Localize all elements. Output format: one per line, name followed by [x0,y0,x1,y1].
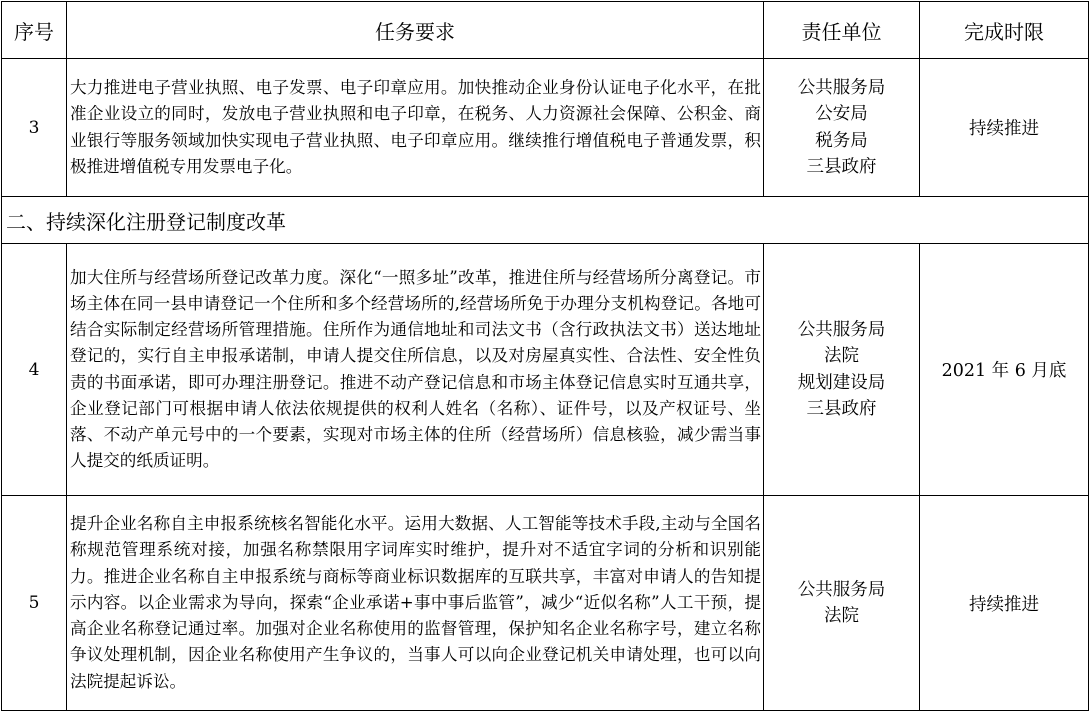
row-index: 4 [2,244,67,496]
unit-name: 税务局 [815,130,868,151]
unit-name: 公安局 [815,104,868,124]
row-units [764,244,920,496]
row-task: 加大住所与经营场所登记改革力度。深化“一照多址”改革，推进住所与经营场所分离登记。市场主体在同一县申请登记一个住所和多个经营场所的,经营场所免于办理分支机构登记。各地可结合实际制定经营场所管理措施。住所作为通信地址和司法文书（含行政执法文书）送达地址登记的，实行自主申报承诺制，申请人提交住所信息，以及对房屋真实性、合法性、安全性负责的书面承诺，即可办理注册登记。推进不动产登记信息和市场主体登记信息实时互通共享，企业登记部门可根据申请人依法依规提供的权利人姓名（名称）、证件号，以及产权证号、坐落、不动产单元号中的一个要素，实现对市场主体的住所（经营场所）信息核验，减少需当事人提交的纸质证明。 [67,244,764,496]
unit-name: 公共服务局 [797,579,886,600]
header-row [2,2,1089,59]
header-task: 任务要求 [67,2,764,59]
row-task: 大力推进电子营业执照、电子发票、电子印章应用。加快推动企业身份认证电子化水平，在批准企业设立的同时，发放电子营业执照和电子印章，在税务、人力资源社会保障、公积金、商业银行等服务领域加快实现电子营业执照、电子印章应用。继续推行增值税电子普通发票，积极推进增值税专用发票电子化。 [67,59,764,197]
unit-name: 规划建设局 [797,372,886,393]
unit-name: 三县政府 [806,399,877,419]
table-row [2,59,1089,197]
row-index: 3 [2,59,67,197]
section-row [2,197,1089,244]
row-deadline: 持续推进 [920,496,1089,711]
row-task: 提升企业名称自主申报系统核名智能化水平。运用大数据、人工智能等技术手段,主动与全国名称规范管理系统对接，加强名称禁限用字词库实时维护，提升对不适宜字词的分析和识别能力。推进企业名称自主申报系统与商标等商业标识数据库的互联共享，丰富对申请人的告知提示内容。以企业需求为导向，探索“企业承诺+事中事后监管”，减少“近似名称”人工干预，提高企业名称登记通过率。加强对企业名称使用的监督管理，保护知名企业名称字号，建立名称争议处理机制，因企业名称使用产生争议的，当事人可以向企业登记机关申请处理，也可以向法院提起诉讼。 [67,496,764,711]
row-deadline: 2021 年 6 月底 [920,244,1089,496]
row-index: 5 [2,496,67,711]
header-deadline: 完成时限 [920,2,1089,59]
unit-name: 法院 [824,346,859,366]
unit-name: 三县政府 [806,157,877,177]
header-index: 序号 [2,2,67,59]
unit-name: 公共服务局 [797,319,886,340]
header-unit: 责任单位 [764,2,920,59]
unit-name: 公共服务局 [797,77,886,98]
unit-name: 法院 [824,606,859,626]
table-row [2,244,1089,496]
row-deadline: 持续推进 [920,59,1089,197]
section-title: 二、持续深化注册登记制度改革 [2,197,1089,244]
row-units [764,496,920,711]
table-row [2,496,1089,711]
task-table [1,1,1089,711]
row-units [764,59,920,197]
